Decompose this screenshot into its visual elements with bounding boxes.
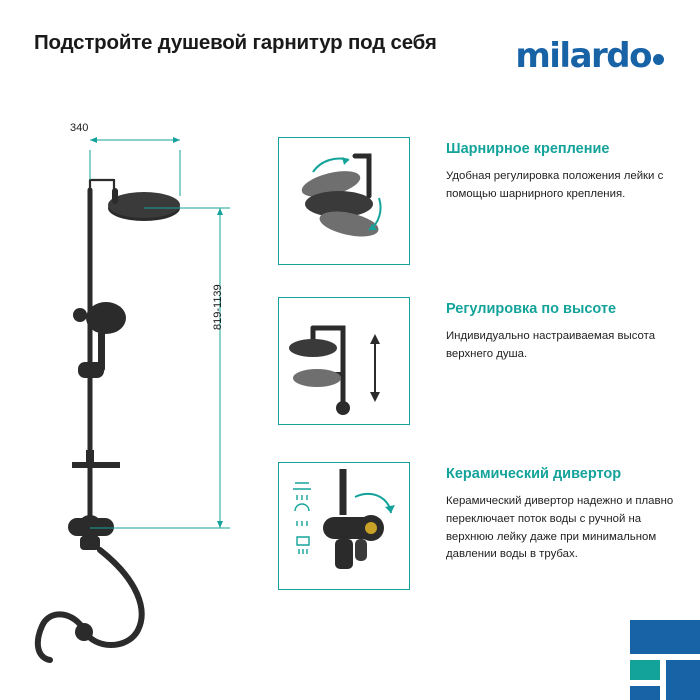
feature-icon-box (278, 297, 410, 425)
feature-heading: Регулировка по высоте (446, 301, 617, 317)
corner-decoration (580, 620, 700, 700)
feature-text (446, 141, 686, 204)
feature-heading: Керамический дивертор (446, 466, 622, 482)
overhead-shower-head (108, 188, 180, 221)
slider-holder (78, 362, 104, 378)
feature-icon-box (278, 462, 410, 590)
feature-item (278, 297, 678, 427)
dimension-width-label: 340 (70, 122, 89, 134)
shower-head-swivel-icon (279, 138, 409, 264)
feature-body: Керамический дивертор надежно и плавно переключает поток воды с ручной на верхнюю лейку даже при минимальном давлении воды в трубах. (446, 495, 674, 561)
product-drawing-svg (20, 110, 280, 670)
feature-heading: Шарнирное крепление (446, 141, 610, 157)
height-adjust-icon (279, 298, 409, 424)
corner-decoration-svg (580, 620, 700, 700)
brand-logo-text: milardo (515, 36, 651, 76)
wall-fixing (73, 308, 87, 322)
feature-text (446, 466, 686, 564)
brand-logo-dot (653, 54, 664, 65)
feature-item (278, 137, 678, 267)
feature-icon-box (278, 137, 410, 265)
feature-item (278, 462, 678, 592)
feature-body: Индивидуально настраиваемая высота верхнего душа. (446, 330, 656, 361)
page-title: Подстройте душевой гарнитур под себя (34, 31, 437, 54)
brand-logo (515, 36, 664, 76)
ceramic-diverter-icon (279, 463, 409, 589)
feature-text (446, 301, 686, 364)
feature-body: Удобная регулировка положения лейки с помощью шарнирного крепления. (446, 170, 664, 201)
dimension-height-label: 819-1139 (212, 284, 224, 330)
soap-shelf (72, 462, 120, 468)
product-drawing (20, 110, 280, 670)
shower-hose (38, 550, 142, 660)
mixer-body (68, 515, 114, 550)
